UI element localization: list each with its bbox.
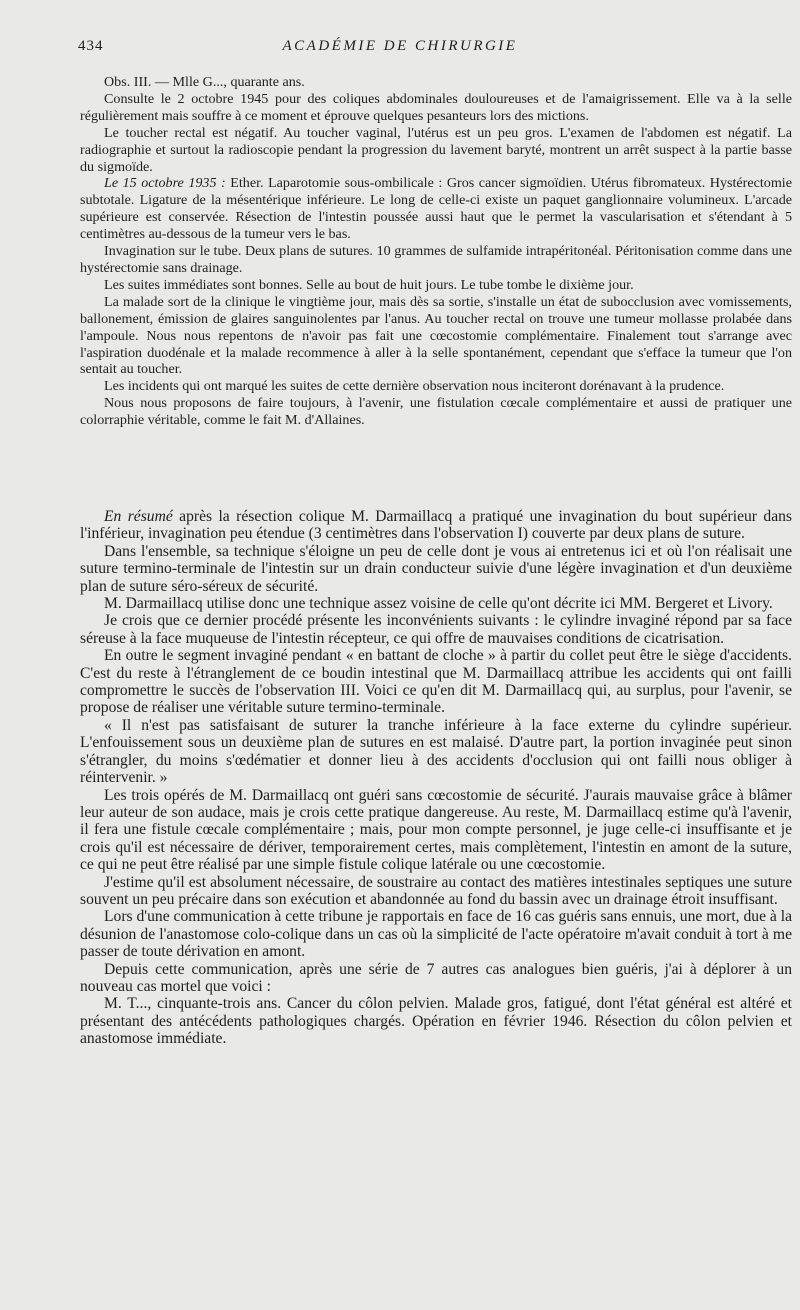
paragraph: Invagination sur le tube. Deux plans de sutures. 10 grammes de sulfamide intrapéritonéal. Péritonisation comme dans une hystérectomie sans drainage. [80,243,792,276]
paragraph: Depuis cette communication, après une série de 7 autres cas analogues bien guéris, j'ai à déplorer à un nouveau cas mortel que voici : [80,960,792,995]
paragraph [80,508,792,543]
paragraph: J'estime qu'il est absolument nécessaire, de soustraire au contact des matières intestinales septiques une suture souvent un peu précaire dans son exécution et abandonnée au fond du bassin avec un drainage étroit insuffisant. [80,873,792,908]
paragraph [80,175,792,243]
observation-heading [80,74,792,91]
paragraph: Dans l'ensemble, sa technique s'éloigne un peu de celle dont je vous ai entretenus ici et où l'on réalisait une suture termino-terminale de l'intestin sur un drain conducteur suivie d'une légère invagination et d'un deuxième plan de suture séro-séreux de sécurité. [80,542,792,595]
paragraph-text: Ether. Laparotomie sous-ombilicale : Gros cancer sigmoïdien. Utérus fibromateux. Hystérectomie subtotale. Ligature de la mésentérique inférieure. Le long de celle-ci existe un paquet ganglionnaire volumineux. L'arcade supérieure est conservée. Résection de l'intestin poussée aussi haut que le permet la vascularisation et s'étendant à 5 centimètres au-dessous de la tumeur vers le bas. [80,175,792,243]
quotation: « Il n'est pas satisfaisant de suturer la tranche inférieure à la face externe du cylindre supérieur. L'enfouissement sous un deuxième plan de sutures en est malaisé. D'autre part, la portion invaginée peut sinon s'étrangler, du moins s'œdématier et donner lieu à des accidents d'occlusion qui ont failli nous obliger à réintervenir. » [80,716,792,787]
page-header [0,38,800,60]
paragraph: Les suites immédiates sont bonnes. Selle au bout de huit jours. Le tube tombe le dixième jour. [104,276,634,293]
resume-label: En résumé [104,508,173,525]
running-title: ACADÉMIE DE CHIRURGIE [282,38,518,54]
paragraph: Les trois opérés de M. Darmaillacq ont guéri sans cœcostomie de sécurité. J'aurais mauvaise grâce à blâmer leur auteur de son audace, mais je crois cette pratique dangereuse. Au reste, M. Darmaillacq estime qu'à l'avenir, il fera une fistule cœcale complémentaire ; mais, pour mon compte personnel, je juge celle-ci insuffisante et je crois qu'il est nécessaire de dériver, temporairement certes, mais complètement, l'intestin en amont de la suture, ce qui ne peut être réalisé par une simple fistule colique latérale ou une cœcostomie. [80,786,792,874]
paragraph: Les incidents qui ont marqué les suites de cette dernière observation nous inciteront dorénavant à la prudence. [104,378,725,395]
paragraph: M. Darmaillacq utilise donc une technique assez voisine de celle qu'ont décrite ici MM. Bergeret et Livory. [104,595,773,613]
discussion-section [80,508,792,1048]
paragraph: Le toucher rectal est négatif. Au toucher vaginal, l'utérus est un peu gros. L'examen de l'abdomen est négatif. La radiographie et surtout la radioscopie pendant la progression du lavement baryté, montrent un arrêt suspect à la partie basse du sigmoïde. [80,124,792,175]
paragraph: M. T..., cinquante-trois ans. Cancer du côlon pelvien. Malade gros, fatigué, dont l'état général est altéré et présentant des antécédents pathologiques chargés. Opération en février 1946. Résection du côlon pelvien et anastomose immédiate. [80,995,792,1048]
paragraph-text: après la résection colique M. Darmaillacq a pratiqué une invagination du bout supérieur dans l'inférieur, invagination peu étendue (3 centimètres dans l'observation I) couverte par deux plans de suture. [80,508,792,543]
paragraph: Je crois que ce dernier procédé présente les inconvénients suivants : le cylindre invaginé répond par sa face séreuse à la face muqueuse de l'intestin récepteur, ce qui offre de mauvaises conditions de cicatrisation. [80,612,792,647]
paragraph: Nous nous proposons de faire toujours, à l'avenir, une fistulation cœcale complémentaire et aussi de pratiquer une colorraphie véritable, comme le fait M. d'Allaines. [80,395,792,429]
page-number: 434 [78,38,104,54]
observation-intro: — Mlle G..., quarante ans. [151,74,305,90]
paragraph: Lors d'une communication à cette tribune je rapportais en face de 16 cas guéris sans ennuis, une mort, due à la désunion de l'anastomose colo-colique dans un cas où la simplicité de l'acte opératoire m'avait conduit à tort à me passer de toute dérivation en amont. [80,908,792,961]
paragraph: En outre le segment invaginé pendant « en battant de cloche » à partir du collet peut être le siège d'accidents. C'est du reste à l'étranglement de ce boudin intestinal que M. Darmaillacq attribue les accidents qui ont failli compromettre le succès de l'observation III. Voici ce qu'en dit M. Darmaillacq qui, au surplus, pour l'avenir, se propose de réaliser une véritable suture termino-terminale. [80,647,792,717]
observation-section [80,74,792,429]
paragraph: La malade sort de la clinique le vingtième jour, mais dès sa sortie, s'installe un état de subocclusion avec vomissements, ballonement, émission de glaires sanguinolentes par l'anus. Au toucher rectal on trouve une tumeur mollasse prolabée dans l'ampoule. Nous nous repentons de n'avoir pas fait une cœcostomie complémentaire. Finalement tout s'arrange avec l'aspiration duodénale et la malade recommence à aller à la selle spontanément, cependant que s'efface la tumeur que l'on sentait au toucher. [80,293,792,378]
observation-label: Obs. III. [104,74,152,90]
operation-date: Le 15 octobre 1935 : [104,175,226,192]
paragraph: Consulte le 2 octobre 1945 pour des coliques abdominales douloureuses et de l'amaigrissement. Elle va à la selle régulièrement mais souffre à ce moment et éprouve quelques pesanteurs lors des mictions. [80,90,792,124]
